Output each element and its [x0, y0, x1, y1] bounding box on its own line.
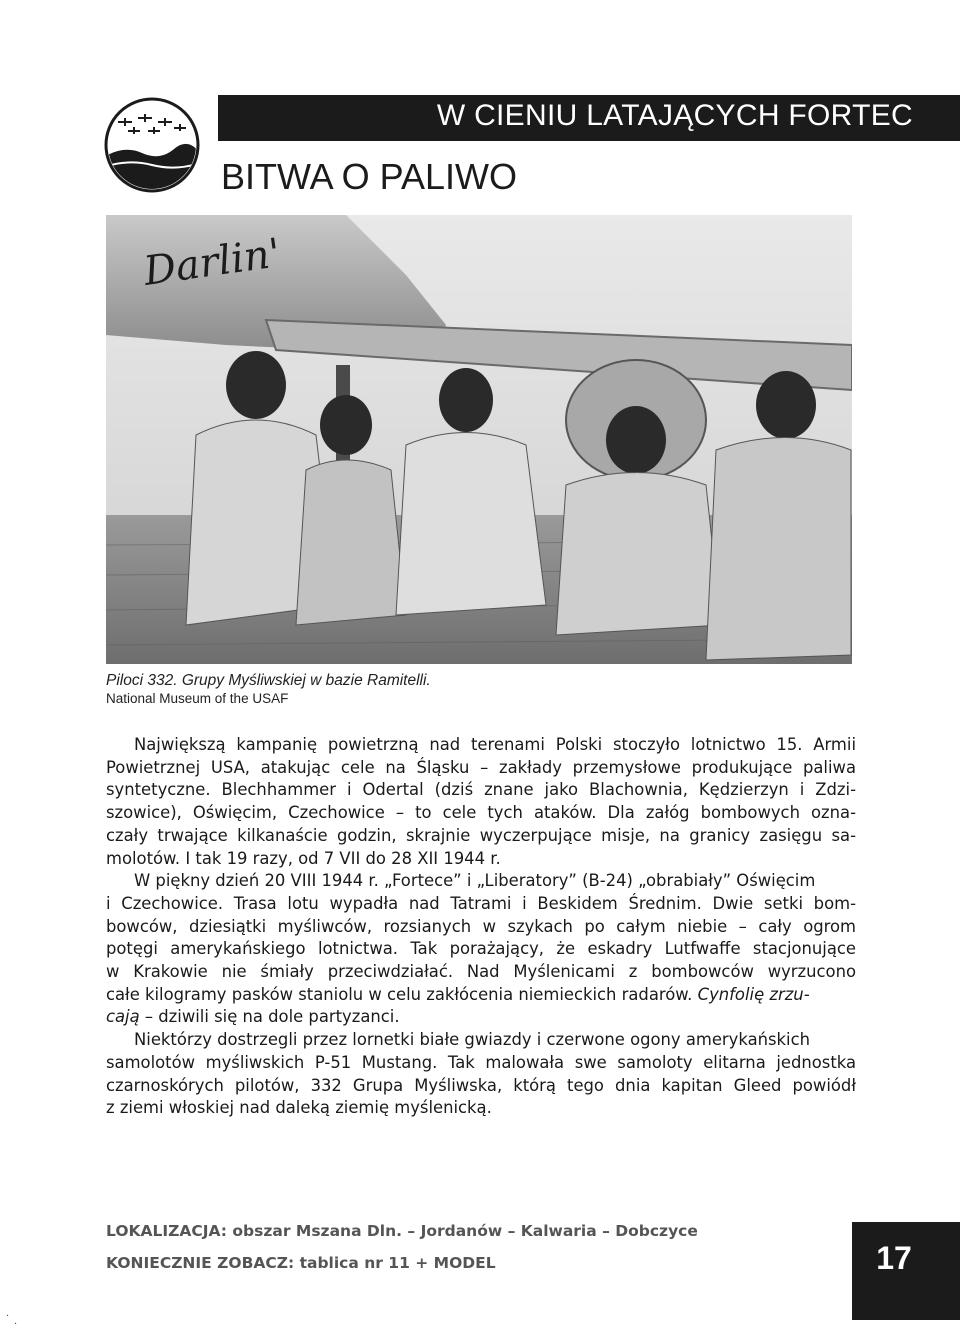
pilots-photo	[106, 215, 852, 664]
article-line: syntetyczne. Blechhammer i Odertal (dziś znane jako Blachownia, Kędzierzyn i Zdzi-	[106, 780, 856, 800]
article-line: bowców, dziesiątki myśliwców, rozsianych w szykach po całym niebie – cały ogrom	[106, 916, 856, 936]
footer-see-also: KONIECZNIE ZOBACZ: tablica nr 11 + MODEL	[106, 1254, 496, 1272]
article-line: z ziemi włoskiej nad daleką ziemię myślenicką.	[106, 1098, 492, 1118]
page-number: 17	[876, 1240, 912, 1276]
series-header-bar	[218, 95, 960, 141]
article-line: Niektórzy dostrzegli przez lornetki białe gwiazdy i czerwone ogony amerykańskich	[134, 1030, 810, 1050]
article-line: samolotów myśliwskich P-51 Mustang. Tak malowała swe samoloty elitarna jednostka	[106, 1052, 856, 1072]
crop-mark: .	[14, 1316, 18, 1327]
page-number-box	[852, 1222, 960, 1320]
photo-caption	[106, 672, 431, 708]
footer-location: LOKALIZACJA: obszar Mszana Dln. – Jordanów – Kalwaria – Dobczyce	[106, 1222, 698, 1240]
emblem-logo	[104, 97, 200, 193]
article-line: i Czechowice. Trasa lotu wypadła nad Tatrami i Beskidem Średnim. Dwie setki bom-	[106, 893, 856, 913]
article-line: szowice), Oświęcim, Czechowice – to cele tych ataków. Dla załóg bombowych ozna-	[106, 803, 856, 823]
article-line: Powietrznej USA, atakując cele na Śląsku – zakłady przemysłowe produkujące paliwa	[106, 757, 856, 777]
article-body	[106, 734, 856, 1120]
article-line	[106, 1006, 856, 1029]
article-line	[106, 984, 856, 1007]
article-line: czały trwające kilkanaście godzin, skrajnie wyczerpujące misje, na granicy zasięgu sa-	[106, 825, 856, 845]
article-line: Największą kampanię powietrzną nad terenami Polski stoczyło lotnictwo 15. Armii	[134, 735, 856, 754]
article-line: molotów. I tak 19 razy, od 7 VII do 28 XII 1944 r.	[106, 848, 501, 868]
caption-credit: National Museum of the USAF	[106, 691, 289, 706]
article-line: w Krakowie nie śmiały przeciwdziałać. Nad Myślenicami z bombowców wyrzucono	[106, 962, 856, 982]
article-line: potęgi amerykańskiego lotnictwa. Tak porażający, że eskadry Lutfwaffe stacjonujące	[106, 939, 856, 959]
article-line: czarnoskórych pilotów, 332 Grupa Myśliwska, którą tego dnia kapitan Gleed powiódł	[106, 1075, 856, 1095]
nose-art-text: Darlin'	[140, 230, 284, 295]
crop-mark: .	[6, 1308, 10, 1319]
italic-phrase: cają	[106, 1007, 140, 1027]
article-line-text: całe kilogramy pasków staniolu w celu zakłócenia niemieckich radarów.	[106, 984, 693, 1004]
article-line-text: – dziwili się na dole partyzanci.	[139, 1007, 400, 1027]
italic-phrase: Cynfolię zrzu-	[697, 984, 810, 1004]
article-line: W piękny dzień 20 VIII 1944 r. „Fortece” i „Liberatory” (B-24) „obrabiały” Oświęcim	[134, 871, 816, 891]
page-title: BITWA O PALIWO	[221, 156, 518, 197]
caption-text: Piloci 332. Grupy Myśliwskiej w bazie Ramitelli.	[106, 672, 431, 689]
series-title: W CIENIU LATAJĄCYCH FORTEC	[436, 99, 913, 132]
